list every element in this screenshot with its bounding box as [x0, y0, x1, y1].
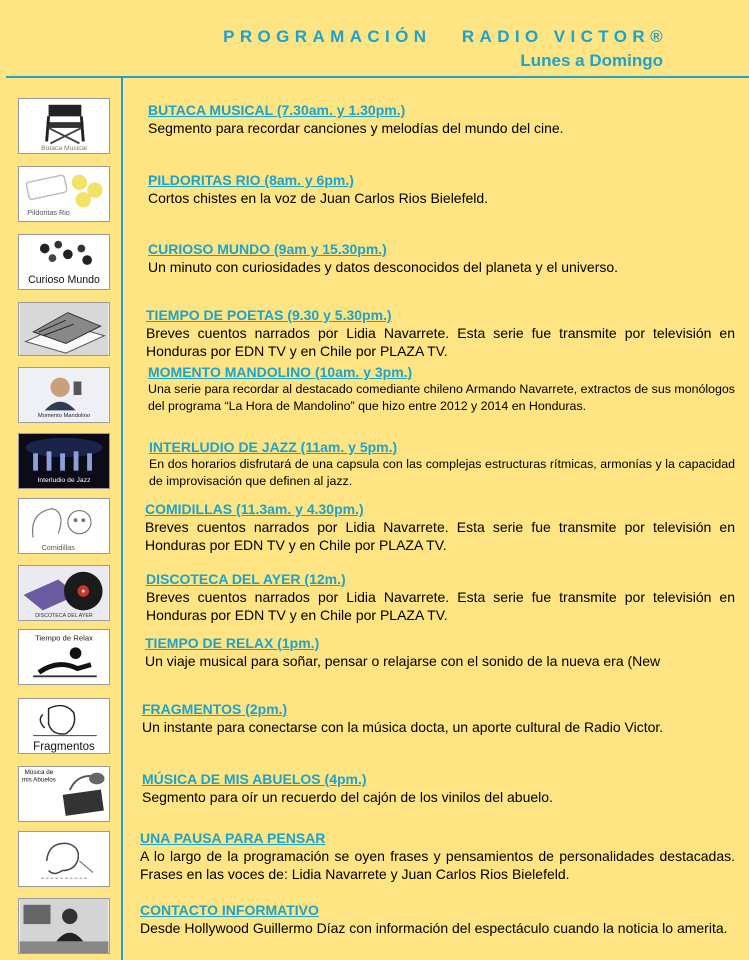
program-item	[145, 634, 735, 670]
news-desk-icon	[18, 898, 110, 954]
thumb-label-3: Curioso Mundo	[28, 274, 100, 287]
program-description-12: A lo largo de la programación se oyen frases y pensamientos de personalidades destacadas. Frases en las voces de: Lidia Navarrete y Juan Carlos Rios Bielefeld.	[140, 848, 735, 882]
program-item	[148, 363, 735, 414]
program-description-2: Cortos chistes en la voz de Juan Carlos Rios Bielefeld.	[148, 190, 489, 206]
poetry-book-icon	[18, 302, 110, 356]
program-description-7: Breves cuentos narrados por Lidia Navarrete. Esta serie fue transmite por televisión en Honduras por EDN TV y en Chile por PLAZA TV.	[145, 519, 735, 553]
thumb-label-2: Pildoritas Rio	[27, 208, 70, 218]
program-description-11: Segmento para oír un recuerdo del cajón de los vinilos del abuelo.	[142, 789, 553, 805]
program-title-13[interactable]: CONTACTO INFORMATIVO	[140, 902, 319, 918]
program-item	[142, 700, 735, 736]
directors-chair-icon	[18, 98, 110, 154]
thumb-label-5: Momento Mandolino	[37, 413, 91, 420]
program-description-13: Desde Hollywood Guillermo Díaz con información del espectáculo cuando la noticia lo amerita.	[140, 920, 728, 936]
program-title-11[interactable]: MÚSICA DE MIS ABUELOS (4pm.)	[142, 771, 367, 787]
gramophone-icon	[18, 766, 110, 822]
program-item	[146, 306, 735, 360]
program-description-1: Segmento para recordar canciones y melodías del mundo del cine.	[148, 120, 564, 136]
smiley-pills-icon	[18, 166, 110, 222]
program-title-7[interactable]: COMIDILLAS (11.3am. y 4.30pm.)	[145, 501, 364, 517]
thumb-label-9: Tiempo de Relax	[35, 633, 93, 643]
program-item	[140, 829, 735, 883]
program-title-9[interactable]: TIEMPO DE RELAX (1pm.)	[145, 635, 320, 651]
relaxing-person-icon	[18, 629, 110, 685]
program-description-6: En dos horarios disfrutará de una capsula con las complejas estructuras rítmicas, armonías y la capacidad de improvisación que definen al jazz.	[149, 457, 735, 488]
vinyl-record-icon	[18, 565, 110, 621]
program-title-5[interactable]: MOMENTO MANDOLINO (10am. y 3pm.)	[148, 364, 413, 380]
curious-world-icon	[18, 234, 110, 290]
thinker-sketch-icon	[18, 831, 110, 887]
page-title: PROGRAMACIÓN RADIO VICTOR®	[223, 27, 668, 46]
composer-sketch-icon	[18, 698, 110, 754]
program-description-5: Una serie para recordar al destacado comediante chileno Armando Navarrete, extractos de sus monólogos del programa “La Hora de Mandolino” que hizo entre 2012 y 2014 en Honduras.	[148, 382, 735, 413]
page-subtitle: Lunes a Domingo	[520, 51, 663, 70]
program-item	[148, 101, 735, 137]
program-title-6[interactable]: INTERLUDIO DE JAZZ (11am. y 5pm.)	[149, 439, 398, 455]
program-item	[142, 770, 735, 806]
program-title-1[interactable]: BUTACA MUSICAL (7.30am. y 1.30pm.)	[148, 102, 406, 118]
thumb-label-10: Fragmentos	[33, 741, 95, 753]
program-title-12[interactable]: UNA PAUSA PARA PENSAR	[140, 830, 326, 846]
gossip-faces-icon	[18, 498, 110, 554]
program-item	[145, 500, 735, 554]
program-item	[149, 438, 735, 489]
column-divider	[121, 77, 123, 960]
jazz-band-icon	[18, 433, 110, 489]
program-item	[140, 901, 735, 937]
header-divider	[6, 76, 749, 78]
program-description-8: Breves cuentos narrados por Lidia Navarrete. Esta serie fue transmite por televisión en Honduras por EDN TV y en Chile por PLAZA TV.	[146, 589, 735, 623]
program-description-3: Un minuto con curiosidades y datos desconocidos del planeta y el universo.	[148, 259, 619, 275]
comedian-portrait-icon	[18, 367, 110, 423]
program-title-4[interactable]: TIEMPO DE POETAS (9.30 y 5.30pm.)	[146, 307, 392, 323]
thumb-label-1: Butaca Musical	[41, 145, 87, 153]
program-item	[148, 171, 735, 207]
program-description-4: Breves cuentos narrados por Lidia Navarrete. Esta serie fue transmite por televisión en Honduras por EDN TV y en Chile por PLAZA TV.	[146, 325, 735, 359]
thumb-label-8: DISCOTECA DEL AYER	[35, 613, 93, 620]
program-title-2[interactable]: PILDORITAS RIO (8am. y 6pm.)	[148, 172, 354, 188]
thumb-label-7: Comidillas	[41, 543, 75, 553]
program-item	[148, 240, 735, 276]
program-item	[146, 570, 735, 624]
program-description-10: Un instante para conectarse con la música docta, un aporte cultural de Radio Victor.	[142, 719, 664, 735]
program-description-9: Un viaje musical para soñar, pensar o relajarse con el sonido de la nueva era (New	[145, 653, 661, 669]
program-title-3[interactable]: CURIOSO MUNDO (9am y 15.30pm.)	[148, 241, 387, 257]
thumb-label-11: Música de mis Abuelos	[22, 768, 56, 783]
program-title-8[interactable]: DISCOTECA DEL AYER (12m.)	[146, 571, 346, 587]
thumb-label-6: Interludio de Jazz	[37, 477, 91, 485]
program-title-10[interactable]: FRAGMENTOS (2pm.)	[142, 701, 288, 717]
